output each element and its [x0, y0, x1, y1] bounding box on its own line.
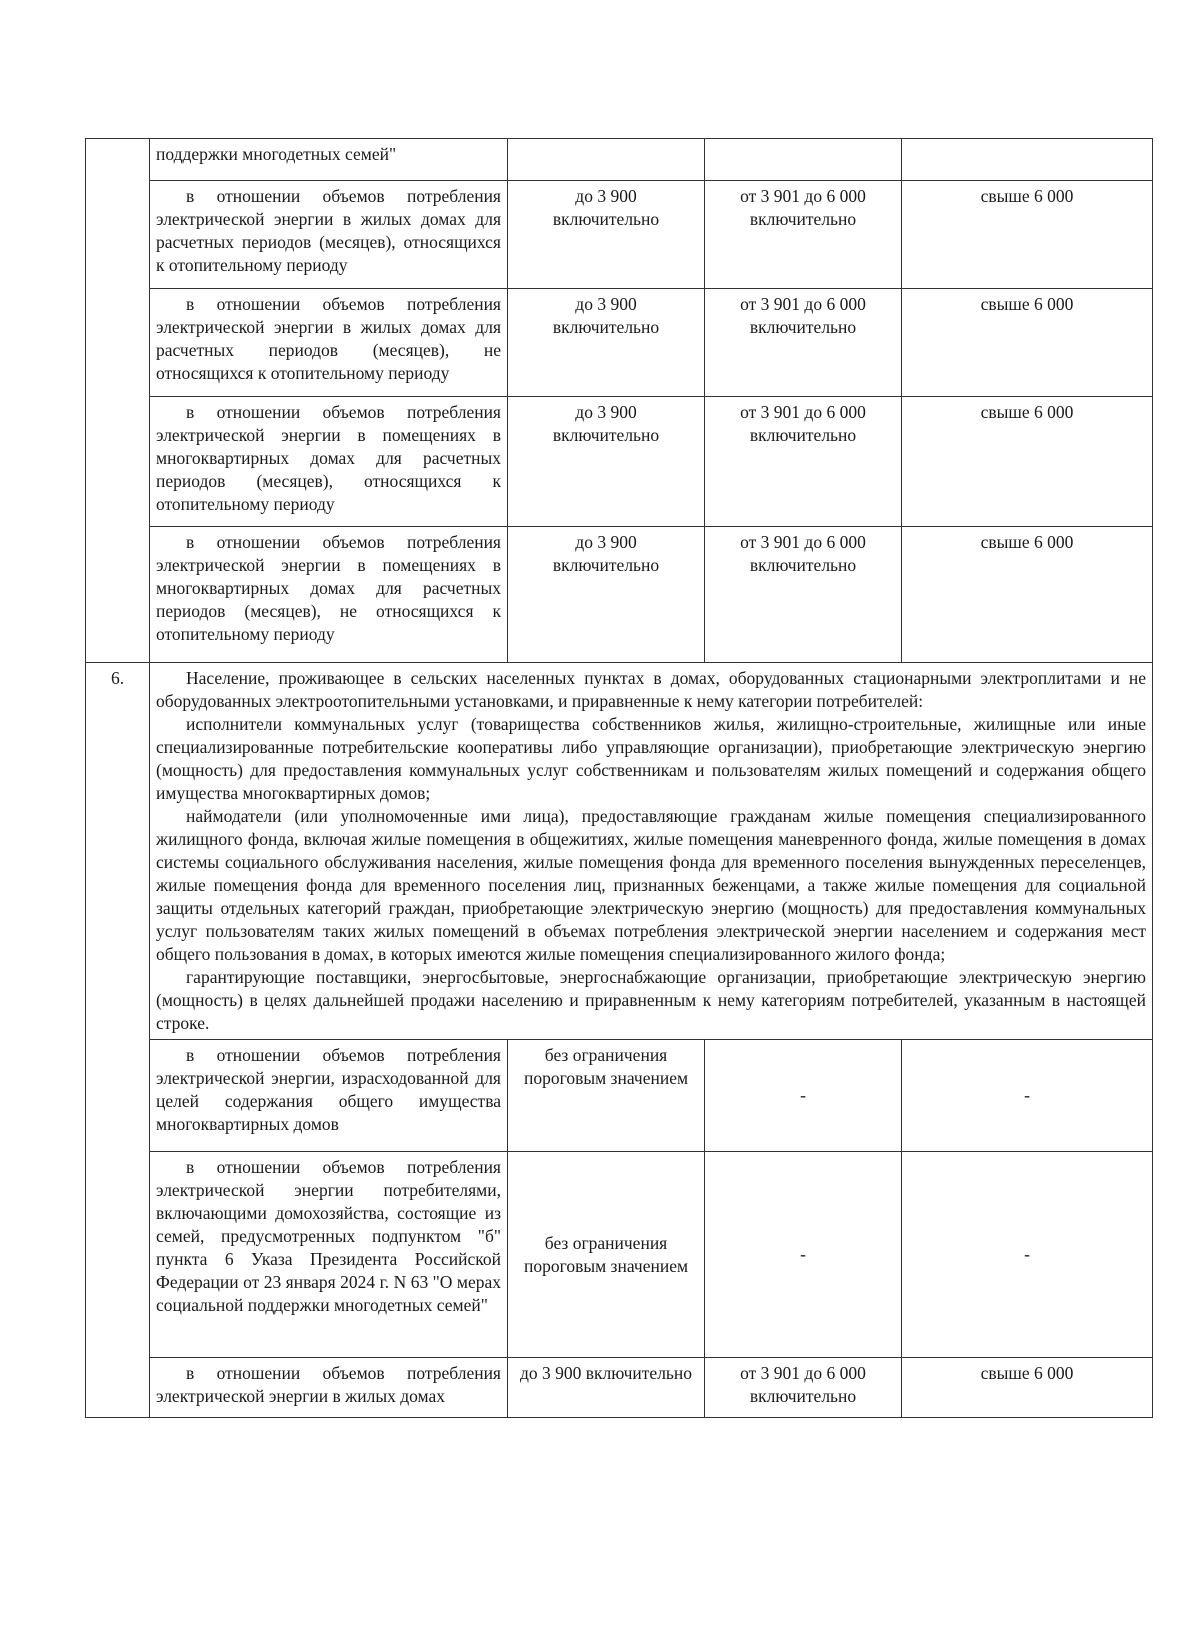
- threshold-2-line-2: включительно: [749, 317, 857, 337]
- row-description: в отношении объемов потребления электрической энергии потребителями, включающими домохозяйства, состоящие из семей, предусмотренных подпунктом "б" пункта 6 Указа Президента Российской Федерации от 23 января 2024 г. N 63 "О мерах социальной поддержки многодетных семей": [150, 1152, 508, 1358]
- row-description: в отношении объемов потребления электрической энергии в помещениях в многоквартирных домах для расчетных периодов (месяцев), не относящихся к отопительному периоду: [150, 527, 508, 663]
- threshold-1: [508, 289, 705, 397]
- threshold-1: [508, 181, 705, 289]
- row-description: в отношении объемов потребления электрической энергии в жилых домах для расчетных периодов (месяцев), не относящихся к отопительному периоду: [150, 289, 508, 397]
- table-row: [86, 289, 1153, 397]
- table-row: [86, 527, 1153, 663]
- threshold-1: без ограничения пороговым значением: [508, 1152, 705, 1358]
- row-description: поддержки многодетных семей": [150, 139, 508, 181]
- threshold-3: -: [902, 1040, 1153, 1152]
- threshold-3: свыше 6 000: [902, 289, 1153, 397]
- row-number: 6.: [86, 663, 150, 1418]
- threshold-1-line-1: до 3 900: [575, 186, 637, 206]
- section-6-paragraph: Население, проживающее в сельских населенных пунктах в домах, оборудованных стационарными электроплитами и не оборудованных электроотопительными установками, и приравненные к нему категории потребителей:: [156, 668, 1146, 711]
- threshold-2: -: [705, 1040, 902, 1152]
- row-description: в отношении объемов потребления электрической энергии в помещениях в многоквартирных домах для расчетных периодов (месяцев), относящихся к отопительному периоду: [150, 397, 508, 527]
- threshold-2-line-1: от 3 901 до 6 000: [740, 402, 866, 422]
- threshold-2: [705, 397, 902, 527]
- threshold-1-line-1: до 3 900: [575, 532, 637, 552]
- tariff-table: [85, 138, 1153, 1418]
- threshold-3: свыше 6 000: [902, 1358, 1153, 1418]
- table-row: [86, 1358, 1153, 1418]
- table-row: [86, 181, 1153, 289]
- section-6-paragraph: гарантирующие поставщики, энергосбытовые, энергоснабжающие организации, приобретающие электрическую энергию (мощность) в целях дальнейшей продажи населению и приравненным к нему категориям потребителей, указанным в настоящей строке.: [156, 967, 1146, 1033]
- section-6-paragraph: исполнители коммунальных услуг (товарищества собственников жилья, жилищно-строительные, жилищные или иные специализированные потребительские кооперативы либо управляющие организации), приобретающие электрическую энергию (мощность) для предоставления коммунальных услуг собственникам и пользователям жилых помещений и содержания общего имущества многоквартирных домов;: [156, 714, 1146, 803]
- threshold-1-line-1: до 3 900: [575, 402, 637, 422]
- threshold-2-line-2: включительно: [749, 425, 857, 445]
- table-row: [86, 139, 1153, 181]
- threshold-3: свыше 6 000: [902, 181, 1153, 289]
- section-6-header-row: [86, 663, 1153, 1040]
- threshold-1-line-2: включительно: [552, 425, 660, 445]
- row-description: в отношении объемов потребления электрической энергии в жилых домах для расчетных периодов (месяцев), относящихся к отопительному периоду: [150, 181, 508, 289]
- threshold-2: [705, 527, 902, 663]
- threshold-1: без ограничения пороговым значением: [508, 1040, 705, 1152]
- threshold-3: [902, 139, 1153, 181]
- threshold-2-line-2: включительно: [749, 555, 857, 575]
- threshold-2: -: [705, 1152, 902, 1358]
- threshold-3: свыше 6 000: [902, 527, 1153, 663]
- table-row: [86, 1040, 1153, 1152]
- row-description: в отношении объемов потребления электрической энергии, израсходованной для целей содержания общего имущества многоквартирных домов: [150, 1040, 508, 1152]
- threshold-2: от 3 901 до 6 000 включительно: [705, 1358, 902, 1418]
- threshold-2: [705, 139, 902, 181]
- row-number-cell: [86, 139, 150, 663]
- threshold-2: [705, 181, 902, 289]
- table-row: [86, 1152, 1153, 1358]
- threshold-2-line-1: от 3 901 до 6 000: [740, 294, 866, 314]
- section-6-paragraph: наймодатели (или уполномоченные ими лица), предоставляющие гражданам жилые помещения специализированного жилищного фонда, включая жилые помещения в общежитиях, жилые помещения маневренного фонда, жилые помещения в домах системы социального обслуживания населения, жилые помещения фонда для временного поселения вынужденных переселенцев, жилые помещения фонда для временного поселения лиц, признанных беженцами, а также жилые помещения для социальной защиты отдельных категорий граждан, приобретающие электрическую энергию (мощность) для предоставления коммунальных услуг пользователям таких жилых помещений в объемах потребления электрической энергии населением и содержания мест общего пользования в домах, в которых имеются жилые помещения специализированного жилого фонда;: [156, 806, 1146, 964]
- threshold-1-line-2: включительно: [552, 209, 660, 229]
- threshold-2-line-1: от 3 901 до 6 000: [740, 186, 866, 206]
- threshold-1: [508, 397, 705, 527]
- threshold-1: [508, 139, 705, 181]
- threshold-3: свыше 6 000: [902, 397, 1153, 527]
- threshold-1-line-2: включительно: [552, 317, 660, 337]
- threshold-1-line-1: до 3 900: [575, 294, 637, 314]
- threshold-1: [508, 527, 705, 663]
- threshold-2-line-2: включительно: [749, 209, 857, 229]
- threshold-1-line-2: включительно: [552, 555, 660, 575]
- threshold-2: [705, 289, 902, 397]
- table-row: [86, 397, 1153, 527]
- threshold-1: до 3 900 включительно: [508, 1358, 705, 1418]
- row-description: в отношении объемов потребления электрической энергии в жилых домах: [150, 1358, 508, 1418]
- threshold-2-line-1: от 3 901 до 6 000: [740, 532, 866, 552]
- threshold-3: -: [902, 1152, 1153, 1358]
- section-6-description: [150, 663, 1153, 1040]
